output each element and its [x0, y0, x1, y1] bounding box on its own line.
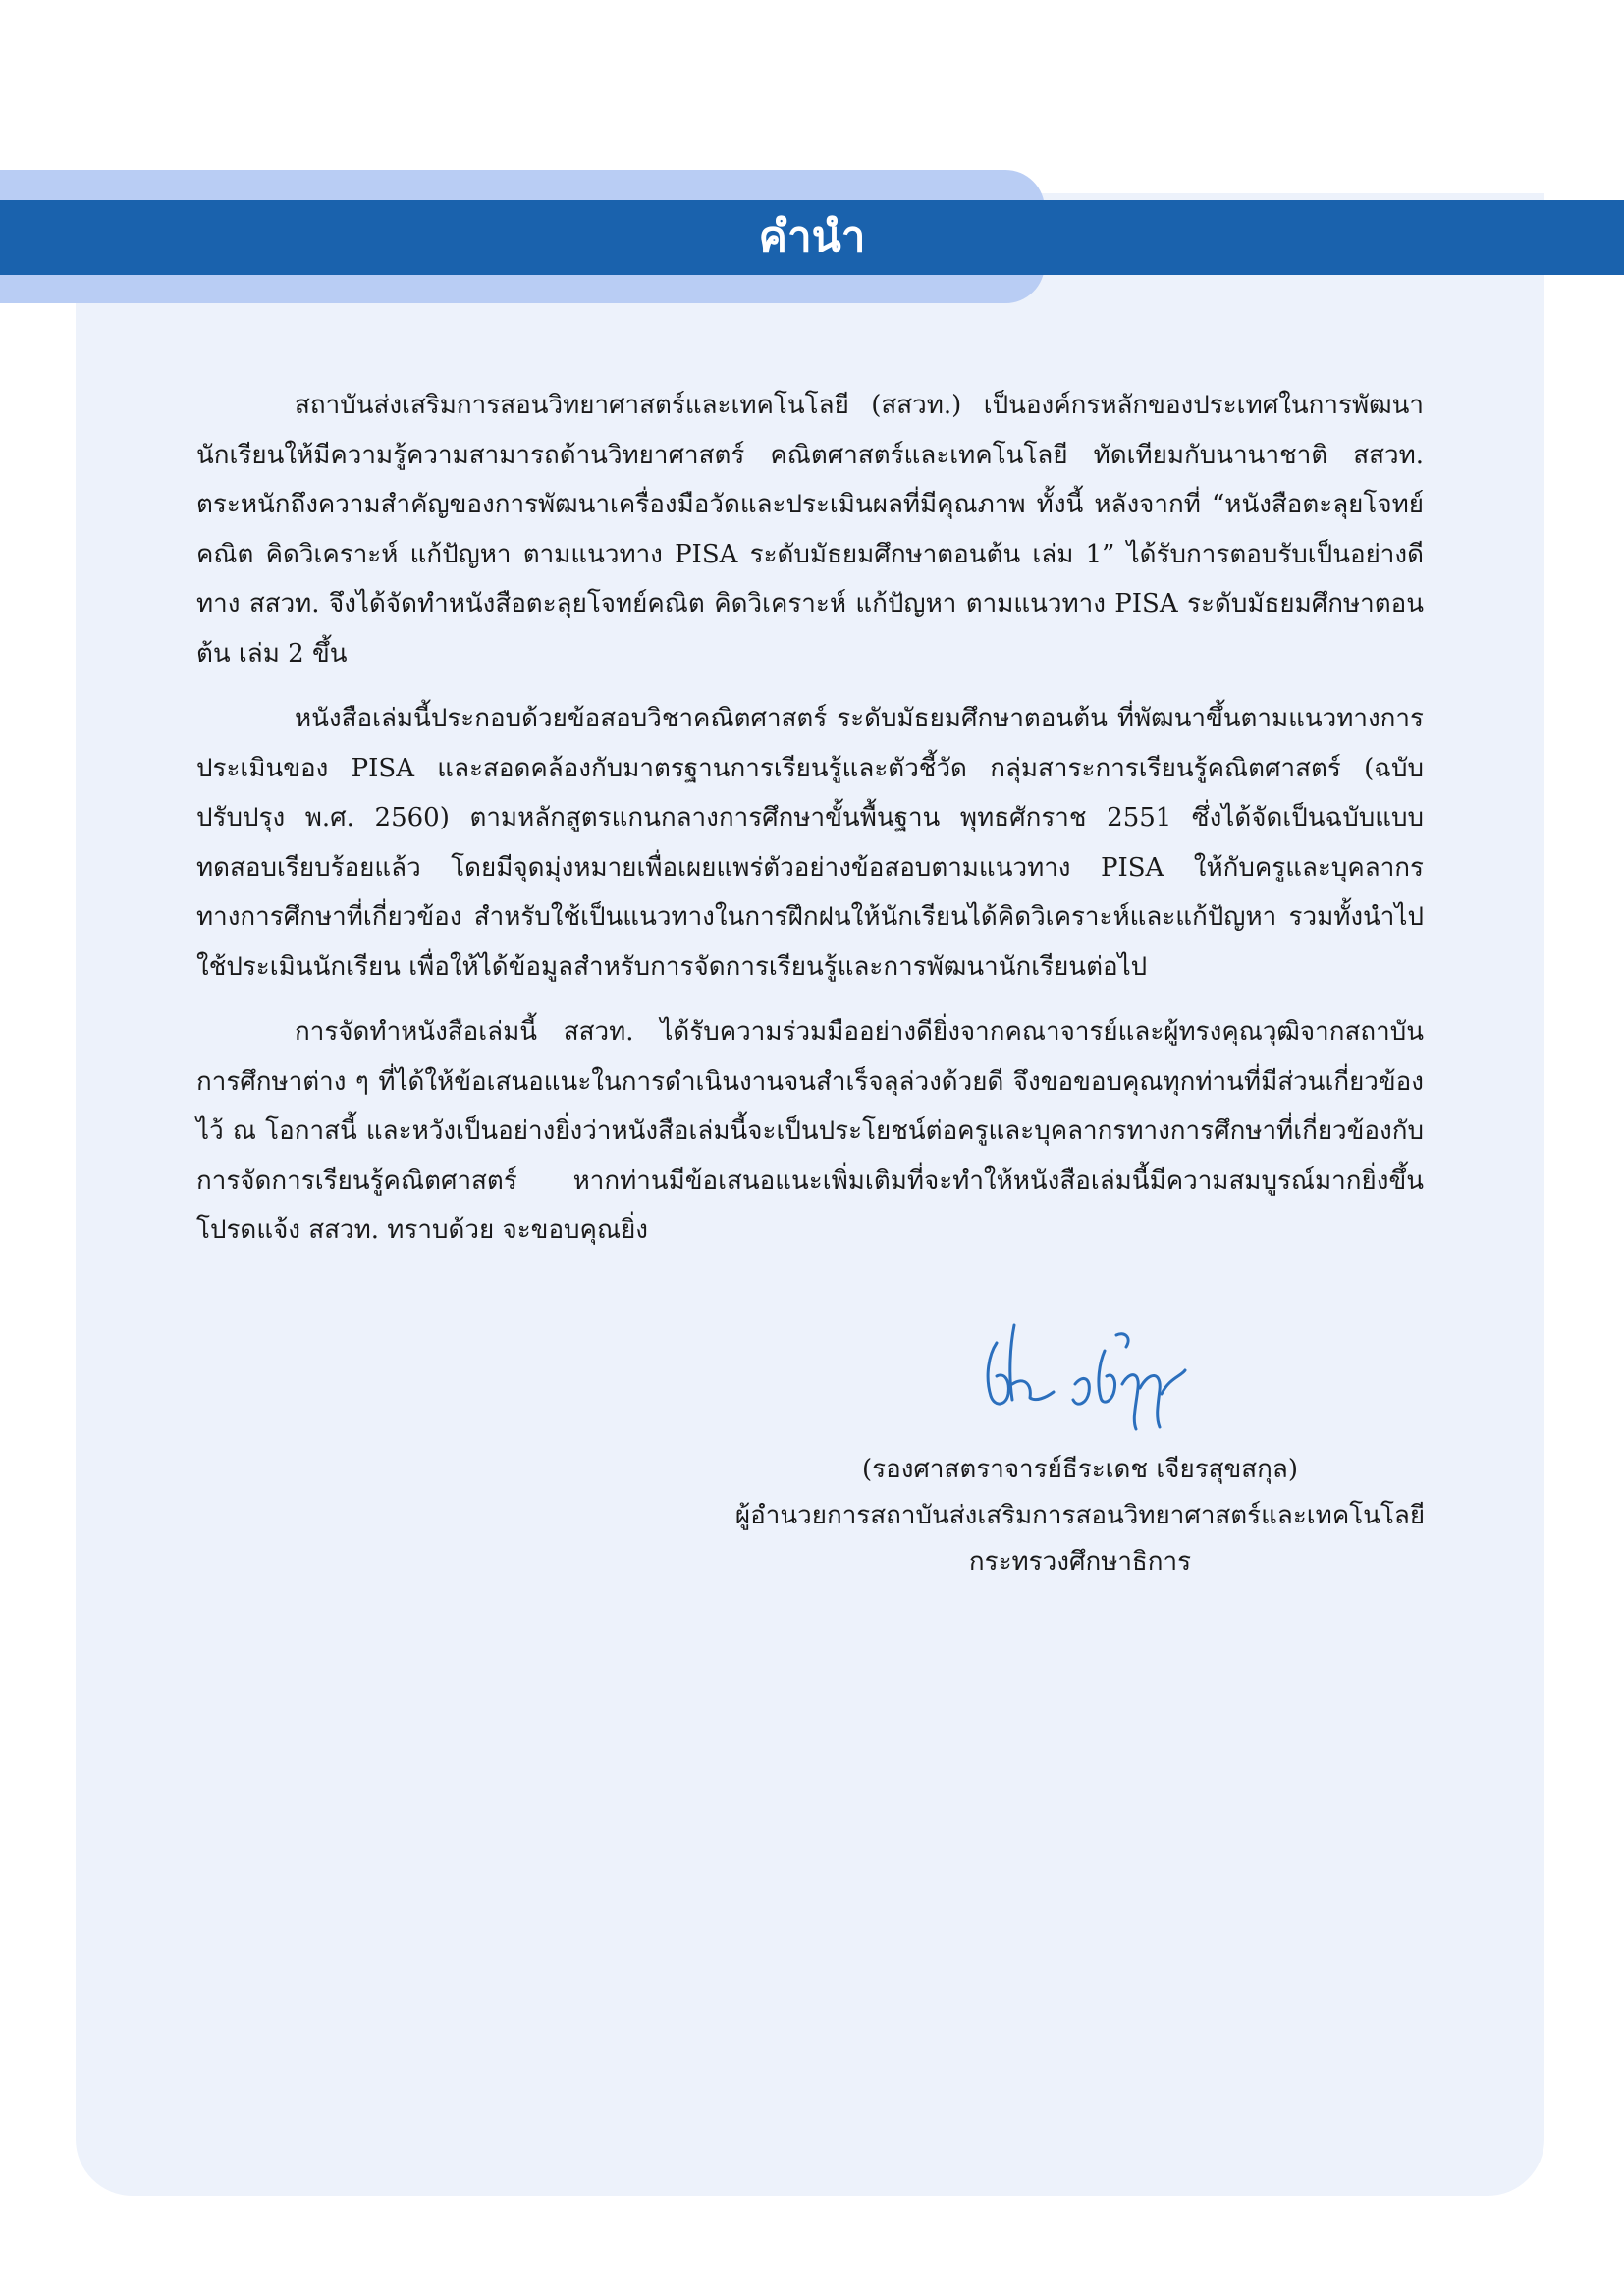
signer-name: (รองศาสตราจารย์ธีระเดช เจียรสุขสกุล) — [861, 1455, 1298, 1484]
paragraph-1: สถาบันส่งเสริมการสอนวิทยาศาสตร์และเทคโนโลยี (สสวท.) เป็นองค์กรหลักของประเทศในการพัฒนานักเรียนให้มีความรู้ความสามารถด้านวิทยาศาสตร์ คณิตศาสตร์และเทคโนโลยี ทัดเทียมกับนานาชาติ สสวท. ตระหนักถึงความสำคัญของการพัฒนาเครื่องมือวัดและประเมินผลที่มีคุณภาพ ทั้งนี้ หลังจากที่ “หนังสือตะลุยโจทย์คณิต คิดวิเคราะห์ แก้ปัญหา ตามแนวทาง PISA ระดับมัธยมศึกษาตอนต้น เล่ม 1” ได้รับการตอบรับเป็นอย่างดี ทาง สสวท. จึงได้จัดทำหนังสือตะลุยโจทย์คณิต คิดวิเคราะห์ แก้ปัญหา ตามแนวทาง PISA ระดับมัธยมศึกษาตอนต้น เล่ม 2 ขึ้น — [196, 391, 1424, 668]
page-title: คำนำ — [758, 212, 866, 262]
signature-image — [967, 1315, 1208, 1433]
paragraph-2: หนังสือเล่มนี้ประกอบด้วยข้อสอบวิชาคณิตศาสตร์ ระดับมัธยมศึกษาตอนต้น ที่พัฒนาขึ้นตามแนวทางการประเมินของ PISA และสอดคล้องกับมาตรฐานการเรียนรู้และตัวชี้วัด กลุ่มสาระการเรียนรู้คณิตศาสตร์ (ฉบับปรับปรุง พ.ศ. 2560) ตามหลักสูตรแกนกลางการศึกษาขั้นพื้นฐาน พุทธศักราช 2551 ซึ่งได้จัดเป็นฉบับแบบทดสอบเรียบร้อยแล้ว โดยมีจุดมุ่งหมายเพื่อเผยแพร่ตัวอย่างข้อสอบตามแนวทาง PISA ให้กับครูและบุคลากรทางการศึกษาที่เกี่ยวข้อง สำหรับใช้เป็นแนวทางในการฝึกฝนให้นักเรียนได้คิดวิเคราะห์และแก้ปัญหา รวมทั้งนำไปใช้ประเมินนักเรียน เพื่อให้ได้ข้อมูลสำหรับการจัดการเรียนรู้และการพัฒนานักเรียนต่อไป — [196, 704, 1424, 982]
signature-block — [687, 1447, 1473, 1585]
paragraph-3: การจัดทำหนังสือเล่มนี้ สสวท. ได้รับความร่วมมืออย่างดียิ่งจากคณาจารย์และผู้ทรงคุณวุฒิจากสถาบันการศึกษาต่าง ๆ ที่ได้ให้ข้อเสนอแนะในการดำเนินงานจนสำเร็จลุล่วงด้วยดี จึงขอขอบคุณทุกท่านที่มีส่วนเกี่ยวข้องไว้ ณ โอกาสนี้ และหวังเป็นอย่างยิ่งว่าหนังสือเล่มนี้จะเป็นประโยชน์ต่อครูและบุคลากรทางการศึกษาที่เกี่ยวข้องกับการจัดการเรียนรู้คณิตศาสตร์ หากท่านมีข้อเสนอแนะเพิ่มเติมที่จะทำให้หนังสือเล่มนี้มีความสมบูรณ์มากยิ่งขึ้น โปรดแจ้ง สสวท. ทราบด้วย จะขอบคุณยิ่ง — [196, 1017, 1424, 1245]
signer-ministry: กระทรวงศึกษาธิการ — [968, 1547, 1192, 1576]
preface-body — [196, 381, 1424, 1271]
signer-position: ผู้อำนวยการสถาบันส่งเสริมการสอนวิทยาศาสตร์และเทคโนโลยี — [734, 1501, 1426, 1530]
